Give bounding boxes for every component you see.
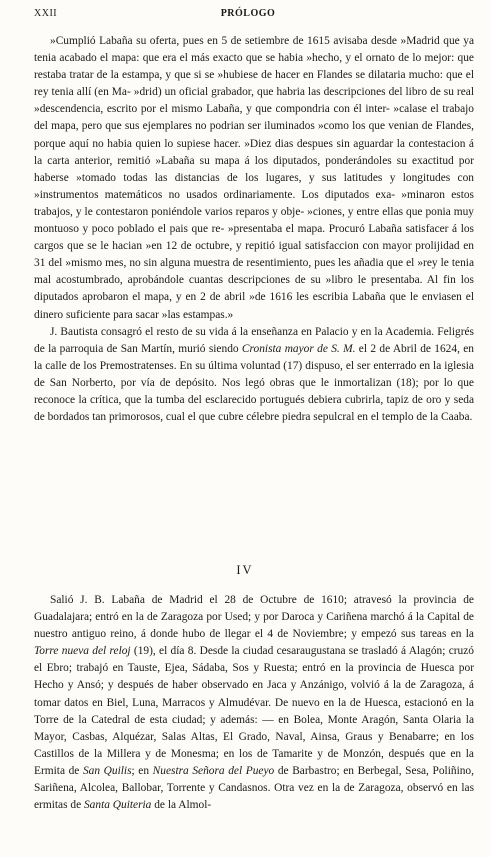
running-header — [34, 8, 462, 22]
page-number: XXII — [34, 8, 58, 19]
section-body — [34, 592, 474, 814]
italic-term: Santa Quiteria — [83, 799, 152, 812]
italic-term: San Quilis — [82, 764, 132, 777]
paragraph-text: el 2 de Abril de 1624, en la calle de los Premostratenses. En su última voluntad (17) dispuso, el ser enterrado en la iglesia de San Norberto, por vía de depósito. Nos legó obras que le inmortalizan (18); por lo que reconoce la crítica, que la tumba del esclarecido portugués debiera cubrirla, tapiz de oro y seda de bordados tan primorosos, cual el que cubre célebre piedra sepulcral en el templo de la Caaba. — [34, 342, 474, 424]
italic-term: Torre nueva del reloj — [34, 645, 131, 658]
running-title: PRÓLOGO — [220, 8, 276, 19]
paragraph-text: ; en — [131, 764, 153, 777]
section-body-continued — [34, 33, 474, 426]
paragraph — [34, 592, 474, 814]
paragraph-text: Salió J. B. Labaña de Madrid el 28 de Octubre de 1610; atravesó la provincia de Guadalajara; entró en la de Zaragoza por Used; y por Daroca y Cariñena marchó á la Capital de nuestro antiguo reino, á donde hubo de llegar el 4 de Noviembre; y empezó sus tareas en la — [34, 594, 474, 641]
italic-term: Nuestra Señora del Pueyo — [152, 764, 275, 777]
paragraph — [34, 324, 474, 427]
italic-term: Cronista mayor de S. M. — [241, 342, 356, 355]
paragraph-text: (19), el día 8. Desde la ciudad cesaraugustana se trasladó á Alagón; cruzó el Ebro; trabajó en Tauste, Ejea, Sádaba, Sos y Ruesta; entró en la provincia de Huesca por Hecho y Ansó; y después de haber observado en Jaca y Anzánigo, volvió á la de Zaragoza, á tomar datos en Biel, Luna, Marracos y Almudévar. De nuevo en la de Huesca, estacionó en la Torre de la Catedral de esta ciudad; y además: — en Bolea, Monte Aragón, Santa Olaria la Mayor, Casbas, Alquézar, Salas Altas, El Grado, Naval, Ainsa, Graus y Benabarre; en los Castillos de la Millera y de Monesma; en los de Tamarite y de Monzón, después que en la Ermita de — [34, 645, 474, 777]
paragraph-text: J. Bautista consagró el resto de su vida á la enseñanza en Palacio y en la Academia. Feligrés de la parroquia de San Martín, murió siendo — [34, 325, 474, 355]
section-heading: IV — [236, 563, 254, 577]
quoted-paragraph: »Cumplió Labaña su oferta, pues en 5 de setiembre de 1615 avisaba desde »Madrid que ya tenia acabado el mapa: que era el más exacto que se habia »hecho, y el ornato de lo mejor: que restaba tratar de la estampa, y que si se »hubiese de hacer en Flandes se dilataria mucho: que el rey tenia allí (en Ma- »drid) un oficial grabador, que habria las descripciones del libro de su real »descendencia, escrito por el mismo Labaña, y que compondria con él inter- »calase el trabajo del mapa, pero que sus ejemplares no podrian ser iluminados »como los que venian de Flandes, porque aquí no habia quien lo supiese hacer. »Diez dias despues sin aguardar la contestacion á la carta anterior, remitió »Labaña su mapa á los diputados, ponderándoles su exactitud por haberse »tomado todas las distancias de los lugares, y sus latitudes y longitudes con »instrumentos matemáticos no usados ordinariamente. Los diputados exa- »minaron estos trabajos, y le contestaron poniéndole varios reparos y obje- »ciones, y entre ellas que ponia muy montuoso y poco poblado el pais que re- »presentaba el mapa. Procuró Labaña satisfacer á los cargos que se le hacian »en 12 de octubre, y repitió igual satisfaccion con mayor prolijidad en 31 del »mismo mes, no sin alguna muestra de resentimiento, pues les añadia que el »rey le tenia mal acostumbrado, aprobándole cuantas descripciones de su »libro le presentaba. Al fin los diputados aprobaron el mapa, y en 2 de abril »de 1616 les escribia Labaña que le enviasen el dinero suficiente para sacar »las estampas.» — [34, 35, 474, 321]
paragraph-text: de Barbastro; en Berbegal, Sesa, Poliñino, Sariñena, Alcolea, Ballobar, Torrente y Candasnos. Otra vez en la de Zaragoza, observó en las ermitas de — [34, 764, 474, 812]
paragraph-text: de la Almol- — [151, 799, 212, 812]
